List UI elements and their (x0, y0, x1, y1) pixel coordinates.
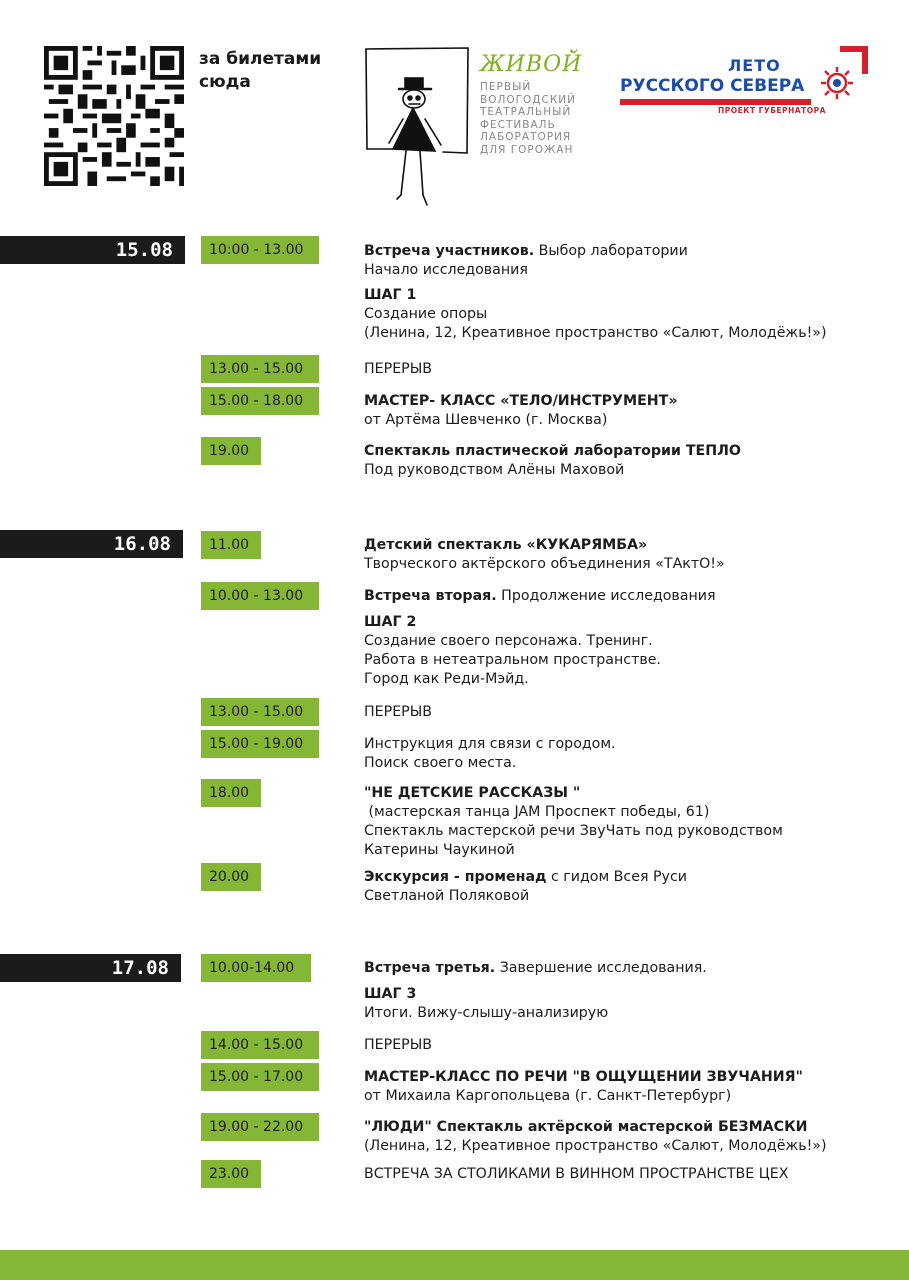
event-item (364, 784, 783, 860)
event-item (364, 442, 741, 480)
time-badge: 11.00 (201, 531, 261, 559)
leto-line-1: ЛЕТО (728, 56, 781, 75)
event-detail: Город как Реди-Мэйд. (364, 671, 529, 687)
event-detail: Творческого актёрского объединения «ТАктО!» (364, 556, 725, 572)
festival-sub-line: ФЕСТИВАЛЬ (480, 118, 556, 131)
time-badge: 15.00 - 18.00 (201, 387, 319, 415)
event-title: МАСТЕР- КЛАСС «ТЕЛО/ИНСТРУМЕНТ» (364, 393, 678, 409)
event-item (364, 703, 432, 722)
event-detail: Спектакль мастерской речи ЗвуЧать под руководством (364, 823, 783, 839)
event-title-rest: Завершение исследования. (495, 960, 707, 976)
tickets-line-2: сюда (199, 72, 251, 92)
time-badge: 13.00 - 15.00 (201, 355, 319, 383)
event-title: Встреча третья. (364, 960, 496, 976)
event-item (364, 587, 716, 606)
event-title: Встреча участников. (364, 243, 535, 259)
time-badge: 15.00 - 19.00 (201, 730, 319, 758)
event-item (364, 868, 687, 906)
event-title: "ЛЮДИ" Спектакль актёрской мастерской БЕЗМАСКИ (364, 1119, 808, 1135)
event-title: Встреча вторая. (364, 588, 497, 604)
event-title: Детский спектакль «КУКАРЯМБА» (364, 537, 648, 553)
time-badge: 15.00 - 17.00 (201, 1063, 319, 1091)
event-detail: от Михаила Каргопольцева (г. Санкт-Петербург) (364, 1088, 732, 1104)
event-detail: Светланой Поляковой (364, 888, 530, 904)
time-badge: 20.00 (201, 863, 261, 891)
event-item (364, 613, 661, 689)
event-detail: Катерины Чаукиной (364, 842, 515, 858)
event-detail: (Ленина, 12, Креативное пространство «Салют, Молодёжь!») (364, 1138, 827, 1154)
event-title-rest: Инструкция для связи с городом. (364, 736, 616, 752)
time-badge: 23.00 (201, 1160, 261, 1188)
event-item (364, 286, 826, 343)
time-badge: 13.00 - 15.00 (201, 698, 319, 726)
leto-line-2: РУССКОГО СЕВЕРА (620, 76, 805, 96)
tickets-line-1: за билетами (199, 49, 322, 69)
event-title: ШАГ 1 (364, 287, 417, 303)
qr-code-icon[interactable] (44, 46, 184, 186)
event-item (364, 1036, 432, 1055)
event-item (364, 959, 707, 978)
leto-russkogo-severa-logo (618, 46, 868, 116)
time-badge: 18.00 (201, 779, 261, 807)
date-bar: 15.08 (0, 236, 185, 264)
event-detail: от Артёма Шевченко (г. Москва) (364, 412, 608, 428)
event-detail: Создание опоры (364, 306, 488, 322)
date-bar: 17.08 (0, 954, 181, 982)
event-detail: Работа в нетеатральном пространстве. (364, 652, 661, 668)
event-title: Спектакль пластической лаборатории ТЕПЛО (364, 443, 741, 459)
event-detail: Под руководством Алёны Маховой (364, 462, 625, 478)
festival-sub-line: ВОЛОГОДСКИЙ (480, 93, 576, 106)
event-item (364, 1068, 803, 1106)
time-badge: 10.00 - 13.00 (201, 582, 319, 610)
festival-logo-figure-icon (363, 45, 473, 210)
time-badge: 10.00-14.00 (201, 954, 311, 982)
event-title: ШАГ 3 (364, 986, 417, 1002)
event-title: МАСТЕР-КЛАСС ПО РЕЧИ "В ОЩУЩЕНИИ ЗВУЧАНИЯ" (364, 1069, 803, 1085)
festival-sub-line: ДЛЯ ГОРОЖАН (480, 143, 574, 156)
time-badge: 10:00 - 13.00 (201, 236, 319, 264)
event-title-rest: Выбор лаборатории (534, 243, 688, 259)
event-title: Экскурсия - променад (364, 869, 547, 885)
event-item (364, 242, 688, 280)
event-title: "НЕ ДЕТСКИЕ РАССКАЗЫ " (364, 785, 581, 801)
tickets-caption (199, 48, 359, 94)
event-detail: (мастерская танца JAM Проспект победы, 61) (364, 804, 710, 820)
time-badge: 14.00 - 15.00 (201, 1031, 319, 1059)
time-badge: 19.00 (201, 437, 261, 465)
event-title-rest: с гидом Всея Руси (546, 869, 687, 885)
event-item (364, 985, 608, 1023)
event-detail: Поиск своего места. (364, 755, 517, 771)
event-detail: (Ленина, 12, Креативное пространство «Салют, Молодёжь!») (364, 325, 827, 341)
event-item (364, 392, 678, 430)
event-item (364, 1165, 788, 1184)
footer-green-bar (0, 1250, 909, 1280)
event-item (364, 536, 725, 574)
event-item (364, 735, 616, 773)
time-badge: 19.00 - 22.00 (201, 1113, 319, 1141)
date-bar: 16.08 (0, 530, 183, 558)
festival-sub-line: ТЕАТРАЛЬНЫЙ (480, 106, 572, 118)
event-title-rest: ПЕРЕРЫВ (364, 361, 432, 377)
leto-line-3: ПРОЕКТ ГУБЕРНАТОРА (718, 106, 826, 115)
festival-sub-line: ЛАБОРАТОРИЯ (480, 131, 572, 143)
event-item (364, 1118, 826, 1156)
festival-name: ЖИВОЙ (480, 52, 583, 77)
event-detail: Начало исследования (364, 262, 528, 278)
event-detail: Создание своего персонажа. Тренинг. (364, 633, 653, 649)
event-title-rest: ПЕРЕРЫВ (364, 704, 432, 720)
event-title-rest: ВСТРЕЧА ЗА СТОЛИКАМИ В ВИННОМ ПРОСТРАНСТВЕ ЦЕХ (364, 1166, 789, 1182)
red-corner-arrow-icon (836, 46, 868, 76)
festival-sub-line: ПЕРВЫЙ (480, 81, 532, 93)
leto-red-bar (620, 99, 811, 105)
event-item (364, 360, 432, 379)
event-title-rest: ПЕРЕРЫВ (364, 1037, 432, 1053)
event-detail: Итоги. Вижу-слышу-анализирую (364, 1005, 609, 1021)
festival-subtitle (480, 81, 590, 156)
event-title: ШАГ 2 (364, 614, 417, 630)
event-title-rest: Продолжение исследования (496, 588, 716, 604)
